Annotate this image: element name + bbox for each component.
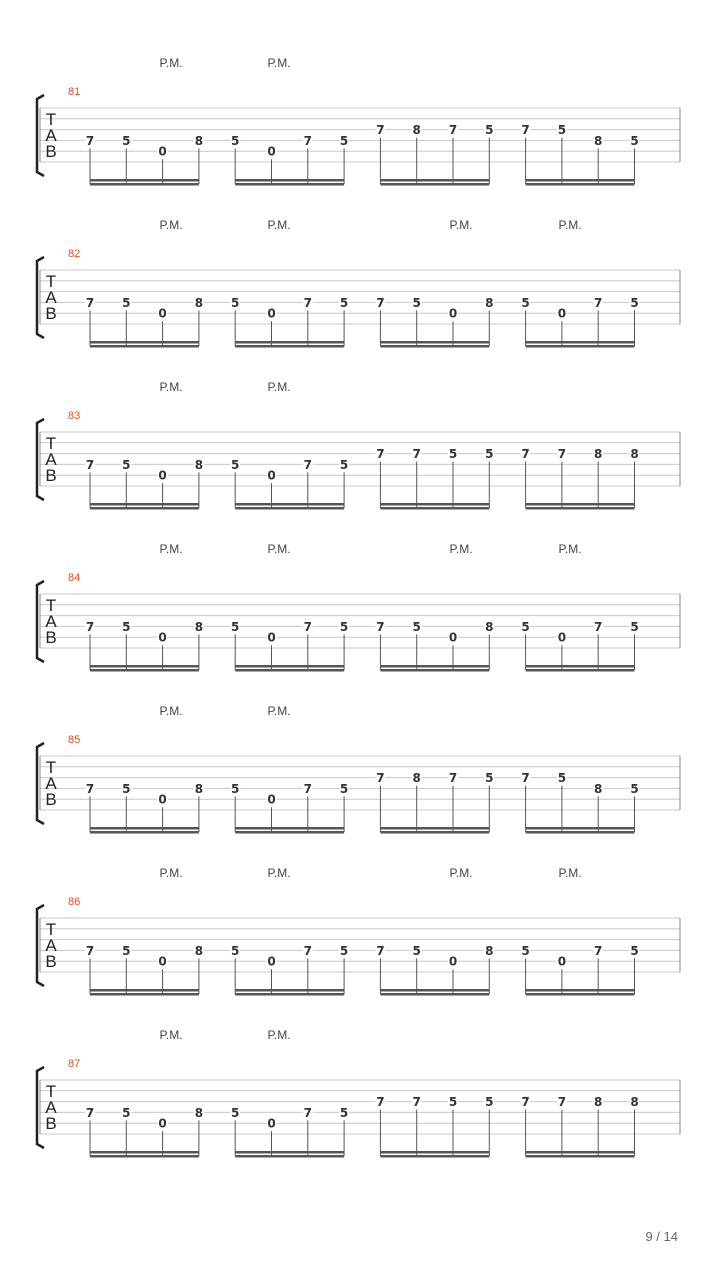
beam-primary [235,341,344,344]
palm-mute-label: P.M. [449,866,473,880]
fret-number: 8 [630,447,639,462]
fret-number: 5 [231,943,240,958]
fret-number: 8 [485,619,494,634]
fret-number: 5 [231,133,240,148]
fret-number: 7 [303,1105,312,1120]
fret-number: 7 [303,295,312,310]
beam-primary [526,179,635,182]
beam-secondary [380,669,489,672]
fret-number: 0 [557,954,567,969]
fret-number: 7 [303,781,312,796]
tab-clef-letter: B [45,1114,57,1133]
fret-number: 7 [594,295,603,310]
fret-number: 5 [231,295,240,310]
beam-primary [380,341,489,344]
fret-number: 5 [231,1105,240,1120]
fret-number: 7 [85,619,95,634]
beam-primary [90,827,199,830]
fret-number: 5 [630,781,639,796]
fret-number: 8 [594,133,603,148]
beam-secondary [235,993,344,996]
beam-primary [235,665,344,668]
bar-number: 82 [68,248,81,260]
fret-number: 7 [376,123,385,138]
fret-number: 0 [158,630,167,645]
bar-number: 87 [68,1058,81,1070]
fret-number: 5 [231,781,240,796]
beam-secondary [90,183,199,186]
fret-number: 7 [376,771,385,786]
palm-mute-label: P.M. [159,380,183,394]
fret-number: 5 [122,781,131,796]
beam-secondary [526,669,635,672]
beam-primary [526,989,635,992]
tab-clef-letter: T [45,758,57,777]
fret-number: 7 [85,781,95,796]
bar-number: 84 [68,572,81,584]
beam-primary [526,341,635,344]
beam-secondary [380,507,489,510]
palm-mute-label: P.M. [267,542,291,556]
fret-number: 5 [339,295,349,310]
page-separator: / [652,1229,664,1244]
palm-mute-label: P.M. [159,704,183,718]
beam-secondary [90,507,199,510]
fret-number: 0 [267,792,276,807]
fret-number: 5 [448,447,458,462]
bar-number: 83 [68,410,81,422]
palm-mute-label: P.M. [449,218,473,232]
beam-secondary [380,993,489,996]
tab-clef-letter: B [45,952,57,971]
beam-secondary [235,669,344,672]
beam-secondary [380,345,489,348]
page-current: 9 [645,1229,653,1244]
fret-number: 5 [339,619,349,634]
palm-mute-label: P.M. [159,866,183,880]
palm-mute-label: P.M. [267,866,291,880]
fret-number: 5 [485,123,494,138]
fret-number: 7 [594,943,603,958]
tab-clef-letter: A [45,774,57,793]
fret-number: 0 [267,954,276,969]
fret-number: 8 [630,1095,639,1110]
fret-number: 0 [158,954,167,969]
fret-number: 7 [85,943,95,958]
fret-number: 0 [448,306,458,321]
fret-number: 5 [630,133,639,148]
fret-number: 8 [594,1095,603,1110]
fret-number: 7 [376,1095,385,1110]
tab-clef-letter: T [45,110,57,129]
fret-number: 0 [158,306,167,321]
fret-number: 0 [557,306,567,321]
palm-mute-label: P.M. [267,56,291,70]
fret-number: 5 [485,447,494,462]
fret-number: 0 [158,144,167,159]
beam-primary [380,827,489,830]
beam-secondary [90,831,199,834]
fret-number: 7 [448,123,458,138]
fret-number: 5 [412,619,421,634]
beam-primary [380,989,489,992]
beam-secondary [90,345,199,348]
beam-primary [380,503,489,506]
palm-mute-label: P.M. [159,56,183,70]
fret-number: 7 [303,133,312,148]
beam-primary [526,665,635,668]
beam-primary [380,179,489,182]
fret-number: 5 [339,457,349,472]
fret-number: 0 [267,468,276,483]
palm-mute-label: P.M. [267,704,291,718]
fret-number: 8 [194,943,204,958]
fret-number: 5 [339,1105,349,1120]
beam-primary [380,665,489,668]
fret-number: 0 [267,144,276,159]
beam-primary [235,1151,344,1154]
tab-clef-letter: T [45,920,57,939]
beam-secondary [235,1155,344,1158]
fret-number: 8 [412,771,421,786]
beam-secondary [235,183,344,186]
tab-clef-letter: B [45,304,57,323]
fret-number: 7 [521,123,530,138]
fret-number: 5 [122,1105,131,1120]
beam-primary [90,989,199,992]
tab-clef-letter: T [45,434,57,453]
beam-secondary [90,1155,199,1158]
fret-number: 5 [630,295,639,310]
fret-number: 8 [194,133,204,148]
palm-mute-label: P.M. [267,380,291,394]
fret-number: 7 [85,1105,95,1120]
palm-mute-label: P.M. [159,542,183,556]
fret-number: 5 [122,133,131,148]
fret-number: 5 [630,619,639,634]
fret-number: 5 [339,133,349,148]
beam-primary [90,665,199,668]
fret-number: 7 [85,133,95,148]
fret-number: 0 [158,468,167,483]
fret-number: 7 [594,619,603,634]
tab-clef-letter: T [45,596,57,615]
fret-number: 0 [267,630,276,645]
fret-number: 5 [412,943,421,958]
fret-number: 5 [231,619,240,634]
fret-number: 5 [122,943,131,958]
fret-number: 5 [630,943,639,958]
palm-mute-label: P.M. [449,542,473,556]
beam-secondary [235,831,344,834]
tab-clef-letter: A [45,612,57,631]
fret-number: 7 [557,1095,567,1110]
fret-number: 7 [303,943,312,958]
tab-clef-letter: T [45,1082,57,1101]
beam-primary [380,1151,489,1154]
beam-primary [235,989,344,992]
beam-secondary [526,1155,635,1158]
fret-number: 8 [194,781,204,796]
beam-secondary [526,831,635,834]
beam-secondary [380,183,489,186]
fret-number: 0 [557,630,567,645]
fret-number: 7 [521,771,530,786]
fret-number: 7 [412,447,421,462]
fret-number: 7 [521,447,530,462]
beam-primary [90,341,199,344]
fret-number: 7 [448,771,458,786]
beam-primary [526,503,635,506]
tab-clef-letter: B [45,628,57,647]
fret-number: 5 [122,295,131,310]
beam-secondary [235,345,344,348]
beam-secondary [380,831,489,834]
beam-secondary [90,669,199,672]
fret-number: 7 [521,1095,530,1110]
beam-secondary [90,993,199,996]
beam-primary [235,503,344,506]
tab-clef-letter: A [45,450,57,469]
beam-secondary [526,183,635,186]
beam-primary [235,827,344,830]
fret-number: 7 [303,619,312,634]
fret-number: 8 [594,781,603,796]
beam-primary [526,1151,635,1154]
fret-number: 5 [521,295,530,310]
tab-clef-letter: B [45,466,57,485]
fret-number: 5 [231,457,240,472]
tab-clef-letter: A [45,126,57,145]
tab-clef-letter: A [45,288,57,307]
fret-number: 5 [485,771,494,786]
beam-secondary [526,507,635,510]
fret-number: 7 [557,447,567,462]
tab-clef-letter: A [45,1098,57,1117]
fret-number: 5 [448,1095,458,1110]
tab-clef-letter: B [45,790,57,809]
palm-mute-label: P.M. [267,218,291,232]
bar-number: 81 [68,86,81,98]
fret-number: 8 [594,447,603,462]
fret-number: 8 [194,457,204,472]
fret-number: 7 [85,295,95,310]
fret-number: 5 [521,943,530,958]
fret-number: 7 [85,457,95,472]
beam-secondary [526,345,635,348]
fret-number: 0 [158,792,167,807]
fret-number: 8 [194,619,204,634]
fret-number: 7 [376,295,385,310]
fret-number: 7 [376,447,385,462]
beam-primary [90,1151,199,1154]
palm-mute-label: P.M. [267,1028,291,1042]
fret-number: 7 [376,943,385,958]
fret-number: 7 [412,1095,421,1110]
fret-number: 7 [376,619,385,634]
fret-number: 0 [448,954,458,969]
fret-number: 8 [194,1105,204,1120]
fret-number: 5 [339,781,349,796]
fret-number: 8 [485,295,494,310]
bar-number: 85 [68,734,81,746]
fret-number: 0 [158,1116,167,1131]
beam-secondary [526,993,635,996]
page-number [645,1229,678,1244]
fret-number: 8 [194,295,204,310]
beam-secondary [235,507,344,510]
beam-primary [90,503,199,506]
tab-clef-letter: B [45,142,57,161]
page-total: 14 [663,1229,678,1244]
tab-clef-letter: T [45,272,57,291]
tab-clef-letter: A [45,936,57,955]
fret-number: 0 [267,306,276,321]
fret-number: 5 [122,457,131,472]
beam-primary [526,827,635,830]
fret-number: 8 [485,943,494,958]
fret-number: 5 [339,943,349,958]
fret-number: 8 [412,123,421,138]
fret-number: 5 [557,123,567,138]
fret-number: 0 [267,1116,276,1131]
palm-mute-label: P.M. [558,866,582,880]
fret-number: 7 [303,457,312,472]
beam-secondary [380,1155,489,1158]
palm-mute-label: P.M. [558,542,582,556]
fret-number: 5 [485,1095,494,1110]
beam-primary [235,179,344,182]
bar-number: 86 [68,896,81,908]
fret-number: 5 [412,295,421,310]
palm-mute-label: P.M. [558,218,582,232]
beam-primary [90,179,199,182]
fret-number: 5 [557,771,567,786]
palm-mute-label: P.M. [159,218,183,232]
fret-number: 5 [521,619,530,634]
palm-mute-label: P.M. [159,1028,183,1042]
fret-number: 0 [448,630,458,645]
fret-number: 5 [122,619,131,634]
